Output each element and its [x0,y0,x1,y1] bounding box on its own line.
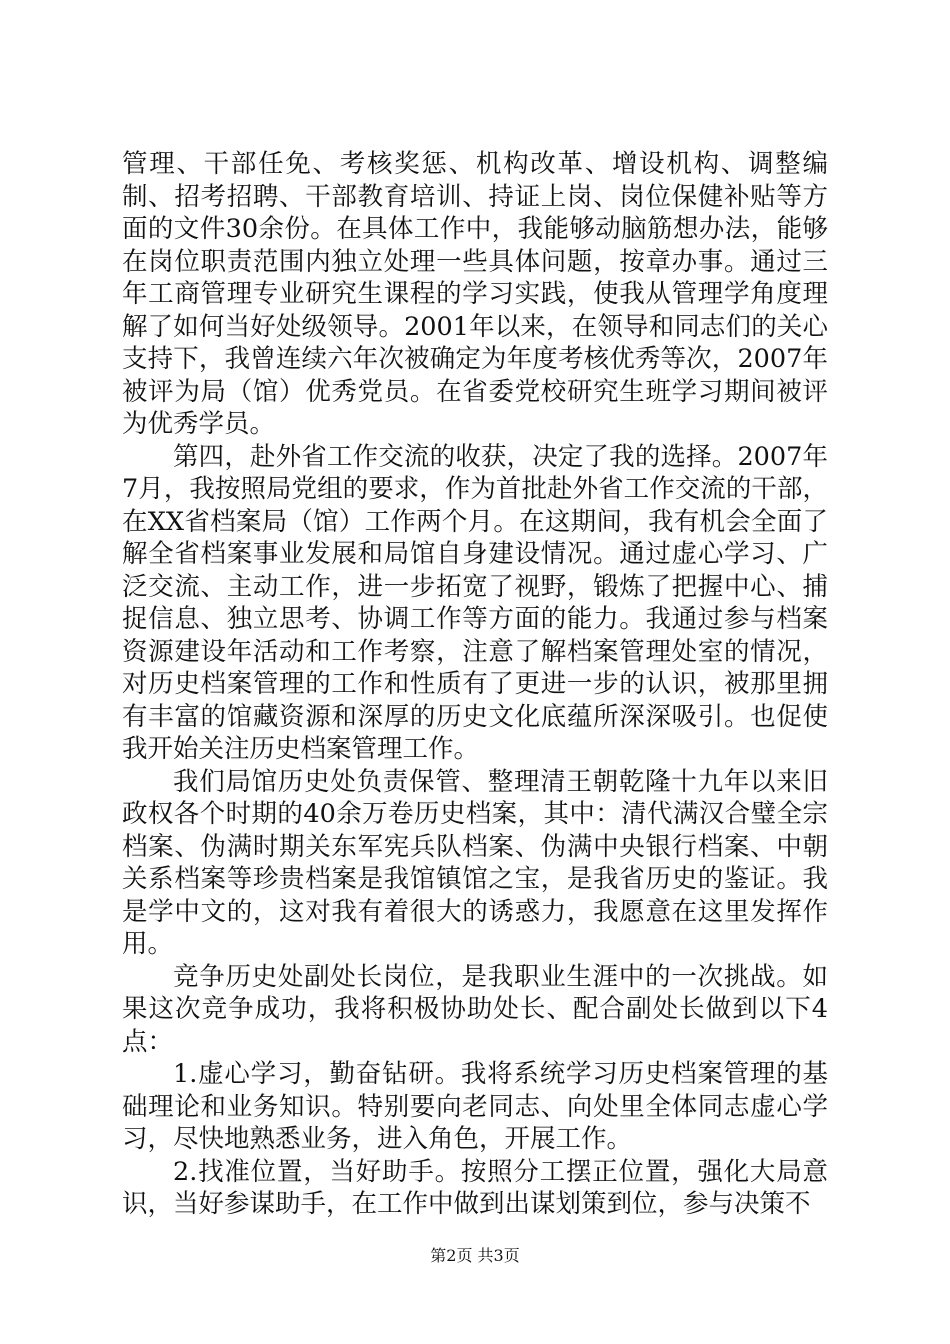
paragraph-6: 2.找准位置，当好助手。按照分工摆正位置，强化大局意识，当好参谋助手，在工作中做到出谋划策到位，参与决策不 [122,1156,828,1219]
document-body [122,148,828,1221]
paragraph-2: 第四，赴外省工作交流的收获，决定了我的选择。2007年7月，我按照局党组的要求，作为首批赴外省工作交流的干部，在XX省档案局（馆）工作两个月。在这期间，我有机会全面了解全省档案事业发展和局馆自身建设情况。通过虚心学习、广泛交流、主动工作，进一步拓宽了视野，锻炼了把握中心、捕捉信息、独立思考、协调工作等方面的能力。我通过参与档案资源建设年活动和工作考察，注意了解档案管理处室的情况，对历史档案管理的工作和性质有了更进一步的认识，被那里拥有丰富的馆藏资源和深厚的历史文化底蕴所深深吸引。也促使我开始关注历史档案管理工作。 [122,441,828,764]
paragraph-1: 管理、干部任免、考核奖惩、机构改革、增设机构、调整编制、招考招聘、干部教育培训、持证上岗、岗位保健补贴等方面的文件30余份。在具体工作中，我能够动脑筋想办法，能够在岗位职责范围内独立处理一些具体问题，按章办事。通过三年工商管理专业研究生课程的学习实践，使我从管理学角度理解了如何当好处级领导。2001年以来，在领导和同志们的关心支持下，我曾连续六年次被确定为年度考核优秀等次，2007年被评为局（馆）优秀党员。在省委党校研究生班学习期间被评为优秀学员。 [122,149,828,439]
page-number-footer: 第2页 共3页 [430,1246,520,1265]
paragraph-4: 竞争历史处副处长岗位，是我职业生涯中的一次挑战。如果这次竞争成功，我将积极协助处长、配合副处长做到以下4点： [122,961,828,1057]
paragraph-3: 我们局馆历史处负责保管、整理清王朝乾隆十九年以来旧政权各个时期的40余万卷历史档案，其中：清代满汉合璧全宗档案、伪满时期关东军宪兵队档案、伪满中央银行档案、中朝关系档案等珍贵档案是我馆镇馆之宝，是我省历史的鉴证。我是学中文的，这对我有着很大的诱惑力，我愿意在这里发挥作用。 [122,766,828,959]
paragraph-5: 1.虚心学习，勤奋钻研。我将系统学习历史档案管理的基础理论和业务知识。特别要向老同志、向处里全体同志虚心学习，尽快地熟悉业务，进入角色，开展工作。 [122,1059,828,1154]
